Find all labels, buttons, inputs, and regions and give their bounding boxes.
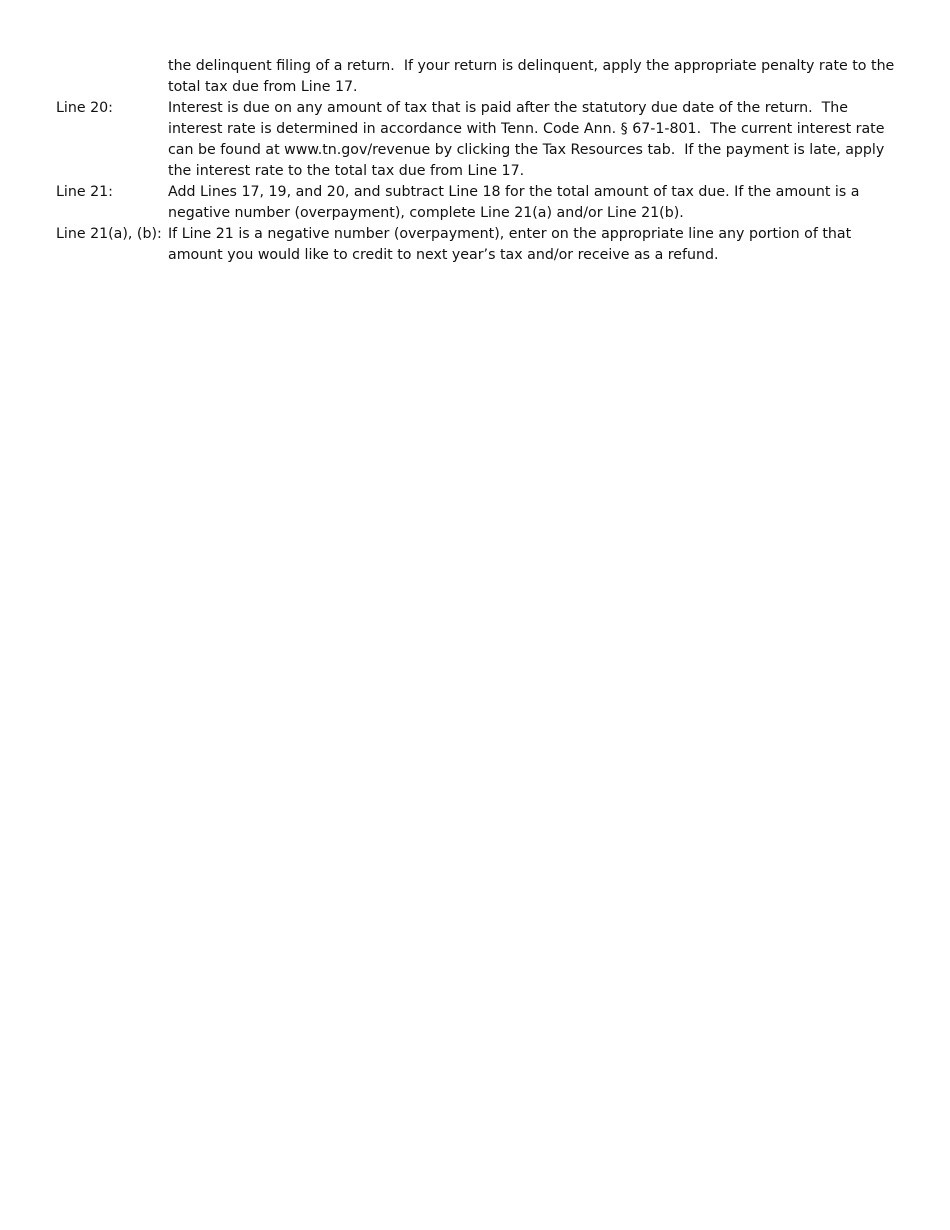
instruction-line-20 (56, 98, 902, 182)
instruction-continuation (56, 56, 902, 98)
instruction-line-21ab (56, 224, 902, 266)
instructions-page (56, 56, 902, 266)
instruction-label: Line 21(a), (b): (56, 226, 162, 242)
instruction-text: Interest is due on any amount of tax that is paid after the statutory due date of the return. The interest rate is determined in accordance with Tenn. Code Ann. § 67-1-801. The current interest rate can be found at www.tn.gov/revenue by clicking the Tax Resources tab. If the payment is late, apply the interest rate to the total tax due from Line 17. (168, 100, 889, 179)
instruction-text: If Line 21 is a negative number (overpayment), enter on the appropriate line any portion of that amount you would like to credit to next year’s tax and/or receive as a refund. (168, 226, 856, 263)
instruction-label: Line 20: (56, 100, 113, 116)
instruction-label: Line 21: (56, 184, 113, 200)
instruction-text: the delinquent filing of a return. If your return is delinquent, apply the appropriate penalty rate to the total tax due from Line 17. (168, 58, 899, 95)
instruction-text: Add Lines 17, 19, and 20, and subtract Line 18 for the total amount of tax due. If the amount is a negative number (overpayment), complete Line 21(a) and/or Line 21(b). (168, 184, 864, 221)
instruction-line-21 (56, 182, 902, 224)
